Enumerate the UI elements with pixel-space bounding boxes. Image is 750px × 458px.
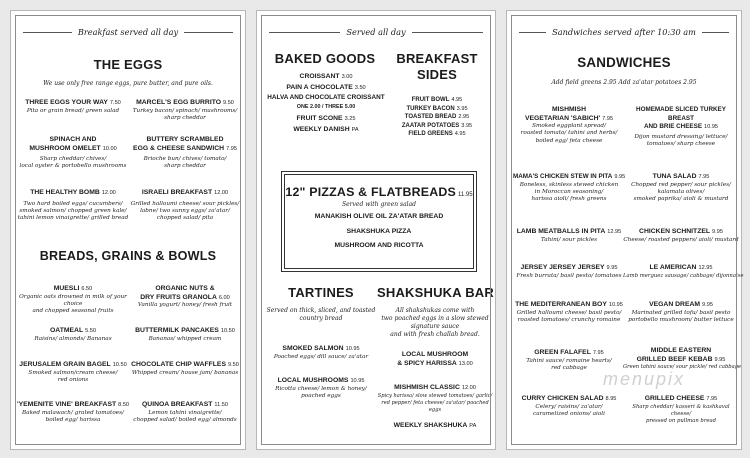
menu-item: [513, 106, 625, 145]
item-name: LOCAL MUSHROOMS: [277, 377, 349, 384]
item-price: PA: [469, 423, 477, 429]
item-price: 9.50: [223, 100, 234, 106]
item-price: 10.50: [220, 328, 235, 334]
menu-item: [513, 173, 625, 203]
menu-item: [513, 264, 625, 280]
item-name: TUNA SALAD: [652, 173, 697, 180]
menu-item: [17, 361, 129, 384]
item-name: ZAATAR POTATOES: [401, 122, 460, 129]
banner-text: Breakfast served all day: [77, 27, 179, 37]
item-desc: Grilled halloumi cheese/ sour pickles/ labne/ two sunny eggs/ za'atar/ chopped salad/ pita: [130, 200, 240, 222]
menu-item: [17, 99, 129, 115]
item-price: 7.95: [592, 350, 604, 356]
pizza-item: SHAKSHUKA PIZZA: [346, 227, 412, 235]
item-price: 10.95: [608, 302, 623, 308]
item-desc: Turkey bacon/ spinach/ mushrooms/ sharp cheddar: [132, 107, 238, 121]
item-price: 8.50: [118, 402, 130, 408]
item-desc: Dijon mustard dressing/ lettuce/ tomatoes/ sharp cheese: [634, 133, 728, 147]
breads-section-title: BREADS, GRAINS & BOWLS: [39, 249, 217, 263]
item-name: THE HEALTHY BOMB: [30, 189, 100, 196]
item-price: 4.95: [454, 131, 466, 137]
item-price: 10.50: [112, 362, 127, 368]
item-name: 'YEMENITE VINE' BREAKFAST: [17, 401, 117, 408]
item-price: 3.00: [341, 74, 353, 80]
item-price: 7.95: [698, 174, 710, 180]
list-item: [387, 130, 487, 139]
item-desc: Sharp cheddar/ kasseri & kashkaval cheese/ pressed on pullman bread: [632, 403, 730, 425]
menu-item: [377, 351, 493, 368]
item-price: 7.95: [602, 115, 614, 122]
item-name: MISHMISH CLASSIC: [394, 384, 460, 391]
menu-item: [129, 327, 241, 343]
item-price: 12.95: [607, 229, 622, 235]
pizza-item: MANAKISH OLIVE OIL ZA'ATAR BREAD: [314, 213, 444, 220]
banner-text: Served all day: [346, 27, 406, 37]
item-price: 3.25: [344, 116, 356, 122]
menu-item: [623, 301, 739, 324]
item-name: ORGANIC NUTS & DRY FRUITS GRANOLA: [140, 285, 217, 301]
item-name: CURRY CHICKEN SALAD: [521, 395, 604, 402]
menu-item: [17, 189, 129, 222]
item-name: SMOKED SALMON: [282, 345, 344, 352]
list-item: [387, 105, 487, 114]
item-price: 10.95: [350, 378, 365, 384]
item-price: 9.95: [714, 356, 726, 363]
pizza-note: Served with green salad: [341, 201, 417, 208]
item-price: 3.95: [461, 122, 473, 129]
item-price: 10.95: [704, 124, 719, 130]
menu-item: [377, 384, 493, 414]
item-name: TURKEY BACON: [406, 105, 455, 112]
menu-item: [129, 189, 241, 222]
menu-item: [623, 228, 739, 244]
item-desc: Grilled halloumi cheese/ basil pesto/ roasted tomatoes/ crunchy romaine: [516, 309, 622, 323]
sandwiches-title: SANDWICHES: [577, 55, 671, 70]
item-price: 9.95: [614, 174, 626, 180]
item-name: PAIN A CHOCOLATE: [286, 83, 353, 91]
list-item: [265, 115, 387, 124]
item-price: 7.95: [706, 396, 718, 402]
item-desc: Marinated grilled tofu/ basil pesto portobello mushroom/ butter lettuce: [628, 309, 734, 323]
item-name: BUTTERY SCRAMBLED EGG & CHEESE SANDWICH: [133, 136, 225, 152]
item-name: ONE 2.00 / THREE 5.00: [296, 103, 356, 110]
item-price: 12.95: [698, 265, 713, 271]
item-name: JERUSALEM GRAIN BAGEL: [19, 361, 111, 368]
menu-item: [623, 173, 739, 203]
menu-item: [129, 136, 241, 171]
item-price: 9.95: [702, 302, 713, 308]
menu-item: [265, 345, 377, 361]
item-price: 5.50: [85, 328, 96, 334]
item-name: OATMEAL: [50, 327, 84, 334]
item-price: 8.95: [605, 396, 617, 402]
item-name: MIDDLE EASTERN GRILLED BEEF KEBAB: [636, 347, 713, 363]
item-name: LE AMERICAN: [649, 264, 697, 271]
item-desc: Pita or grain bread/ green salad: [26, 107, 120, 114]
item-name: FRUIT BOWL: [411, 97, 450, 103]
item-name: MUESLI: [53, 285, 80, 292]
item-desc: Raisins/ almonds/ Bananas: [34, 335, 112, 342]
item-price: 11.50: [214, 402, 228, 408]
item-price: 3.50: [354, 84, 366, 91]
pizza-section: [281, 181, 477, 251]
item-price: 3.95: [456, 105, 468, 112]
item-name: GREEN FALAFEL: [534, 349, 591, 356]
item-desc: Brioche bun/ chives/ tomato/ sharp cheddar: [143, 156, 227, 170]
list-item: [265, 126, 387, 135]
shakshuka-note: All shakshukas come with two poached eggs in a slow stewed signature sauce and with fresh challah bread.: [381, 307, 489, 338]
sandwiches-banner: [519, 25, 729, 39]
menu-item: [623, 106, 739, 148]
item-name: WEEKLY DANISH: [293, 125, 350, 133]
item-desc: Boneless, skinless stewed chicken in Moroccan seasoning/ harissa aioli/ fresh greens: [519, 181, 619, 203]
menu-item: [129, 361, 241, 377]
item-desc: Poached eggs/ dill sauce/ za'atar: [273, 353, 369, 360]
breakfast-banner: [23, 25, 233, 39]
eggs-section-title: THE EGGS: [93, 57, 163, 72]
eggs-note: We use only free range eggs, pure butter, and pure oils.: [43, 80, 213, 87]
breakfast-menu-page: [10, 10, 246, 450]
item-desc: Spicy harissa/ slow stewed tomatoes/ garlic/ red pepper/ feta cheese/ za'atar/ poached eggs: [377, 392, 493, 414]
item-desc: Whipped cream/ house jam/ bananas: [131, 369, 239, 376]
item-name: SPINACH AND MUSHROOM OMELET: [29, 136, 101, 152]
item-desc: Baked malawach/ grated tomatoes/ boiled egg/ harissa: [22, 409, 124, 423]
item-price: 12.00: [101, 190, 116, 196]
sides-list: [387, 96, 487, 139]
item-price: 6.00: [218, 294, 230, 301]
list-item: [265, 94, 387, 103]
item-price: 12.00: [214, 190, 229, 196]
sandwiches-note: Add field greens 2.95 Add za'atar potatoes 2.95: [551, 79, 697, 86]
list-item: [265, 84, 387, 93]
item-desc: Smoked salmon/cream cheese/ red onions: [28, 369, 118, 383]
item-price: 9.95: [712, 229, 723, 235]
menu-item: [129, 285, 241, 309]
list-item: [265, 73, 387, 82]
item-name: CROISSANT: [299, 73, 340, 80]
tartines-title: TARTINES: [288, 285, 354, 300]
item-price: 7.95: [226, 145, 237, 152]
baked-goods-list: [265, 73, 387, 134]
list-item: [265, 103, 387, 112]
item-desc: Bananas/ whipped cream: [148, 335, 222, 342]
item-name: MAMA'S CHICKEN STEW IN PITA: [513, 173, 613, 180]
baked-goods-title: BAKED GOODS: [274, 51, 376, 66]
watermark: menupix: [603, 369, 686, 389]
menu-item: [129, 99, 241, 122]
pizza-item: MUSHROOM AND RICOTTA: [334, 242, 424, 249]
item-name: HALVA AND CHOCOLATE CROISSANT: [267, 94, 385, 101]
item-desc: Tahini sauce/ romaine hearts/ red cabbage: [526, 357, 612, 371]
pizza-price: 11.95: [458, 192, 473, 198]
item-desc: Sharp cheddar/ chives/ local oyster & portobello mushrooms: [19, 156, 127, 170]
item-name: FRUIT SCONE: [296, 115, 343, 122]
item-desc: Smoked eggplant spread/ roasted tomato/ tahini and herbs/ boiled egg/ feta cheese: [520, 123, 618, 144]
menu-item: [265, 377, 377, 400]
item-name: VEGAN DREAM: [649, 301, 701, 308]
item-desc: Chopped red pepper/ sour pickles/ kalamata olives/ smoked paprika/ aioli & mustard: [631, 181, 731, 203]
menu-item: [513, 301, 625, 324]
pizza-title: 12" PIZZAS & FLATBREADS: [285, 185, 457, 199]
item-desc: Two hard boiled eggs/ cucumbers/ smoked salmon/ chopped green kale/ tahini lemon vinaigrette/ grilled bread: [17, 200, 129, 222]
item-name: MARCEL'S EGG BURRITO: [136, 99, 222, 106]
list-item: [387, 122, 487, 131]
item-desc: Fresh burrata/ basil pesto/ tomatoes: [516, 272, 622, 279]
menu-item: [17, 285, 129, 315]
item-price: 9.95: [606, 265, 618, 271]
list-item: [387, 96, 487, 105]
breakfast-sides-title: BREAKFAST SIDES: [396, 51, 478, 82]
item-price: PA: [351, 126, 359, 133]
item-name: HOMEMADE SLICED TURKEY BREAST AND BRIE CHEESE: [636, 106, 726, 130]
item-price: 10.95: [345, 346, 360, 352]
menu-item: [17, 401, 129, 424]
item-name: QUINOA BREAKFAST: [142, 401, 213, 408]
menu-item: [17, 136, 129, 171]
item-name: GRILLED CHEESE: [644, 395, 705, 402]
item-name: MISHMISH VEGETARIAN 'SABICH': [524, 106, 601, 122]
menu-item: [377, 422, 493, 431]
item-price: 7.50: [109, 100, 121, 106]
item-name: LAMB MEATBALLS IN PITA: [516, 228, 606, 235]
sandwiches-menu-page: [506, 10, 742, 450]
menu-item: [129, 401, 241, 424]
shakshuka-title: SHAKSHUKA BAR: [377, 285, 494, 300]
item-name: BUTTERMILK PANCAKES: [135, 327, 219, 334]
item-name: WEEKLY SHAKSHUKA: [393, 422, 468, 429]
item-desc: Green tahini sauce/ sour pickle/ red cabbage: [623, 364, 742, 370]
item-price: 10.00: [102, 145, 117, 152]
item-desc: Lamb merguez sausage/ cabbage/ dijonnaise: [623, 272, 744, 279]
item-name: ISRAELI BREAKFAST: [141, 189, 213, 196]
item-price: 2.95: [458, 114, 470, 120]
menu-item: [623, 264, 744, 280]
item-price: 13.00: [458, 360, 473, 367]
all-day-banner: [269, 25, 483, 39]
item-desc: Tahini/ sour pickles: [540, 236, 598, 243]
item-desc: Lemon tahini vinaigrette/ chopped salad/ boiled egg/ almonds: [133, 409, 237, 423]
banner-text: Sandwiches served after 10:30 am: [552, 27, 696, 37]
menu-item: [513, 395, 625, 418]
item-name: FIELD GREENS: [408, 131, 453, 137]
item-name: CHICKEN SCHNITZEL: [639, 228, 711, 235]
item-name: LOCAL MUSHROOM & SPICY HARISSA: [397, 351, 469, 367]
item-desc: Ricotta cheese/ lemon & honey/ poached eggs: [275, 385, 367, 399]
menu-item: [513, 228, 625, 244]
menu-item: [17, 327, 129, 343]
item-desc: Celery/ raisins/ za'atar/ caramelized onions/ aioli: [533, 403, 605, 417]
item-name: THREE EGGS YOUR WAY: [25, 99, 108, 106]
item-name: TOASTED BREAD: [404, 114, 457, 120]
item-price: 6.50: [81, 286, 93, 292]
item-desc: Vanilla yogurt/ honey/ fresh fruit: [137, 302, 233, 308]
tartines-note: Served on thick, sliced, and toasted country bread: [266, 307, 376, 322]
item-name: CHOCOLATE CHIP WAFFLES: [131, 361, 226, 368]
all-day-menu-page: [256, 10, 496, 450]
item-name: THE MEDITERRANEAN BOY: [515, 301, 607, 308]
menu-item: [623, 347, 742, 371]
item-desc: Organic oats drowned in milk of your choice and chopped seasonal fruits: [19, 293, 127, 315]
item-desc: Cheese/ roasted peppers/ aioli/ mustard: [623, 236, 739, 243]
item-price: 9.50: [228, 362, 239, 368]
menu-item: [623, 395, 739, 425]
item-price: 12.00: [461, 385, 476, 391]
item-price: 4.95: [451, 97, 463, 103]
list-item: [387, 113, 487, 122]
item-name: JERSEY JERSEY JERSEY: [520, 264, 605, 271]
